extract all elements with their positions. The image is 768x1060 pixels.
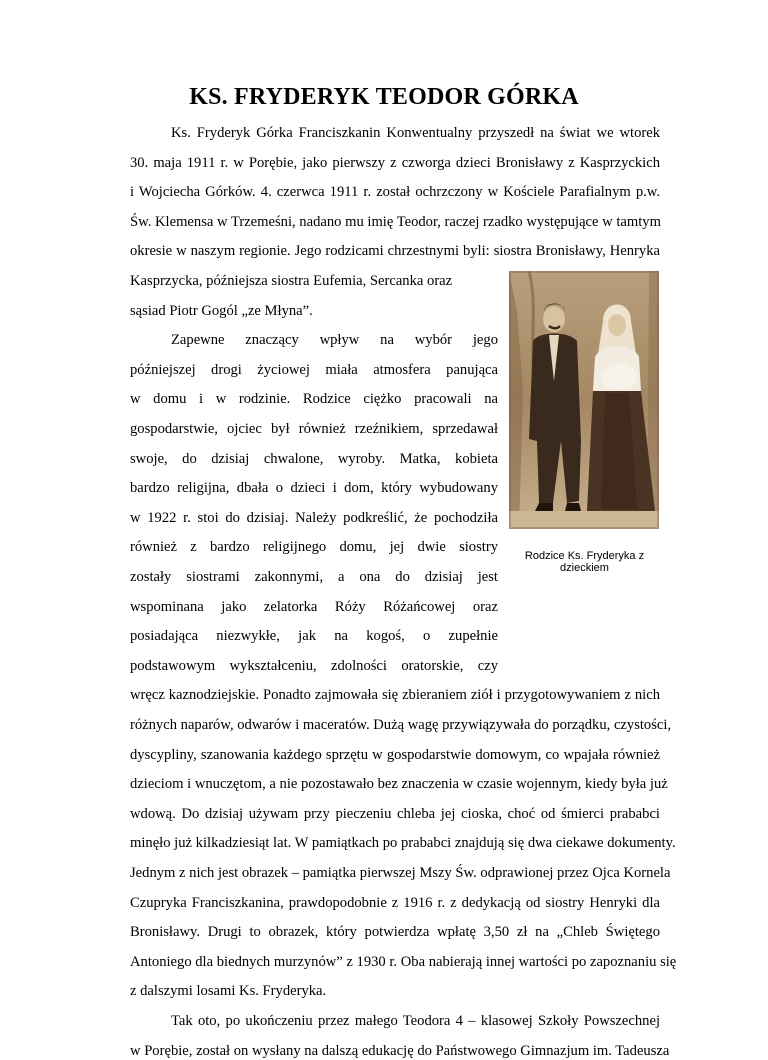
text-line: posiadająca niezwykłe, jak na kogoś, o zupełnie — [130, 628, 498, 645]
text-line: Bronisławy. Drugi to obrazek, który potwierdza wpłatę 3,50 zł na „Chleb Świętego — [130, 924, 660, 941]
text-line: Czupryka Franciszkanina, prawdopodobnie z 1916 r. z dedykacją od siostry Henryki dla — [130, 894, 660, 911]
page-title: KS. FRYDERYK TEODOR GÓRKA — [189, 84, 579, 110]
text-line: wręcz kaznodziejskie. Ponadto zajmowała się zbieraniem ziół i przygotowywaniem z nich — [130, 687, 660, 704]
text-line: w domu i w rodzinie. Rodzice ciężko pracowali na — [130, 391, 498, 408]
text-line: różnych naparów, odwarów i maceratów. Dużą wagę przywiązywała do porządku, czystości, — [130, 717, 672, 733]
text-line: bardzo religijna, dbała o dzieci i dom, który wybudowany — [130, 480, 498, 497]
photo-caption: Rodzice Ks. Fryderyka z dzieckiem — [524, 550, 645, 574]
text-line: z dalszymi losami Ks. Fryderyka. — [130, 983, 327, 1000]
text-line: w 1922 r. stoi do dzisiaj. Należy podkreślić, że pochodziła — [130, 509, 498, 526]
text-line: późniejszej drogi życiowej miała atmosfera panująca — [130, 361, 498, 378]
text-line: podstawowym wykształceniu, zdolności oratorskie, czy — [130, 657, 498, 674]
family-photo — [509, 271, 659, 529]
text-line: w Porębie, został on wysłany na dalszą edukację do Państwowego Gimnazjum im. Tadeusza — [130, 1042, 670, 1059]
text-line: wdową. Do dzisiaj używam przy pieczeniu chleba jej cioska, choć od śmierci prababci — [130, 805, 660, 822]
text-line: również z bardzo religijnego domu, jej dwie siostry — [130, 539, 498, 556]
text-line: wspominana jako zelatorka Róży Różańcowej oraz — [130, 598, 498, 615]
text-line: okresie w naszym regionie. Jego rodzicami chrzestnymi byli: siostra Bronisławy, Henryka — [130, 243, 660, 260]
text-line: Ks. Fryderyk Górka Franciszkanin Konwentualny przyszedł na świat we wtorek — [171, 125, 660, 141]
text-line: i Wojciecha Górków. 4. czerwca 1911 r. został ochrzczony w Kościele Parafialnym p.w. — [130, 184, 660, 201]
text-line: gospodarstwie, ojciec był również rzeźnikiem, sprzedawał — [130, 421, 498, 437]
text-line: dyscypliny, szanowania każdego sprzętu w gospodarstwie domowym, co wpajała również — [130, 746, 660, 763]
text-line: 30. maja 1911 r. w Porębie, jako pierwszy z czworga dzieci Bronisławy z Kasprzyckich — [130, 154, 660, 171]
text-line: dzieciom i wnuczętom, a nie pozostawało bez znaczenia w czasie wojennym, kiedy była już — [130, 776, 668, 793]
text-line: minęło już kilkadziesiąt lat. W pamiątkach po prababci znajdują się dwa ciekawe dokumenty. — [130, 835, 676, 852]
text-line: swoje, do dzisiaj chwalone, wyroby. Matka, kobieta — [130, 450, 498, 467]
text-line: Kasprzycka, późniejsza siostra Eufemia, Sercanka oraz — [130, 273, 453, 289]
text-line: Zapewne znaczący wpływ na wybór jego — [171, 332, 498, 349]
text-line: Św. Klemensa w Trzemeśni, nadano mu imię Teodor, raczej rzadko występujące w tamtym — [130, 213, 661, 230]
text-line: zostały siostrami zakonnymi, a ona do dzisiaj jest — [130, 569, 498, 585]
text-line: Antoniego dla biednych murzynów” z 1930 r. Oba nabierają innej wartości po zapoznaniu się — [130, 953, 677, 970]
text-line: Tak oto, po ukończeniu przez małego Teodora 4 – klasowej Szkoły Powszechnej — [171, 1013, 660, 1029]
text-line: sąsiad Piotr Gogól „ze Młyna”. — [130, 302, 313, 319]
text-line: Jednym z nich jest obrazek – pamiątka pierwszej Mszy Św. odprawionej przez Ojca Kornela — [130, 865, 671, 881]
